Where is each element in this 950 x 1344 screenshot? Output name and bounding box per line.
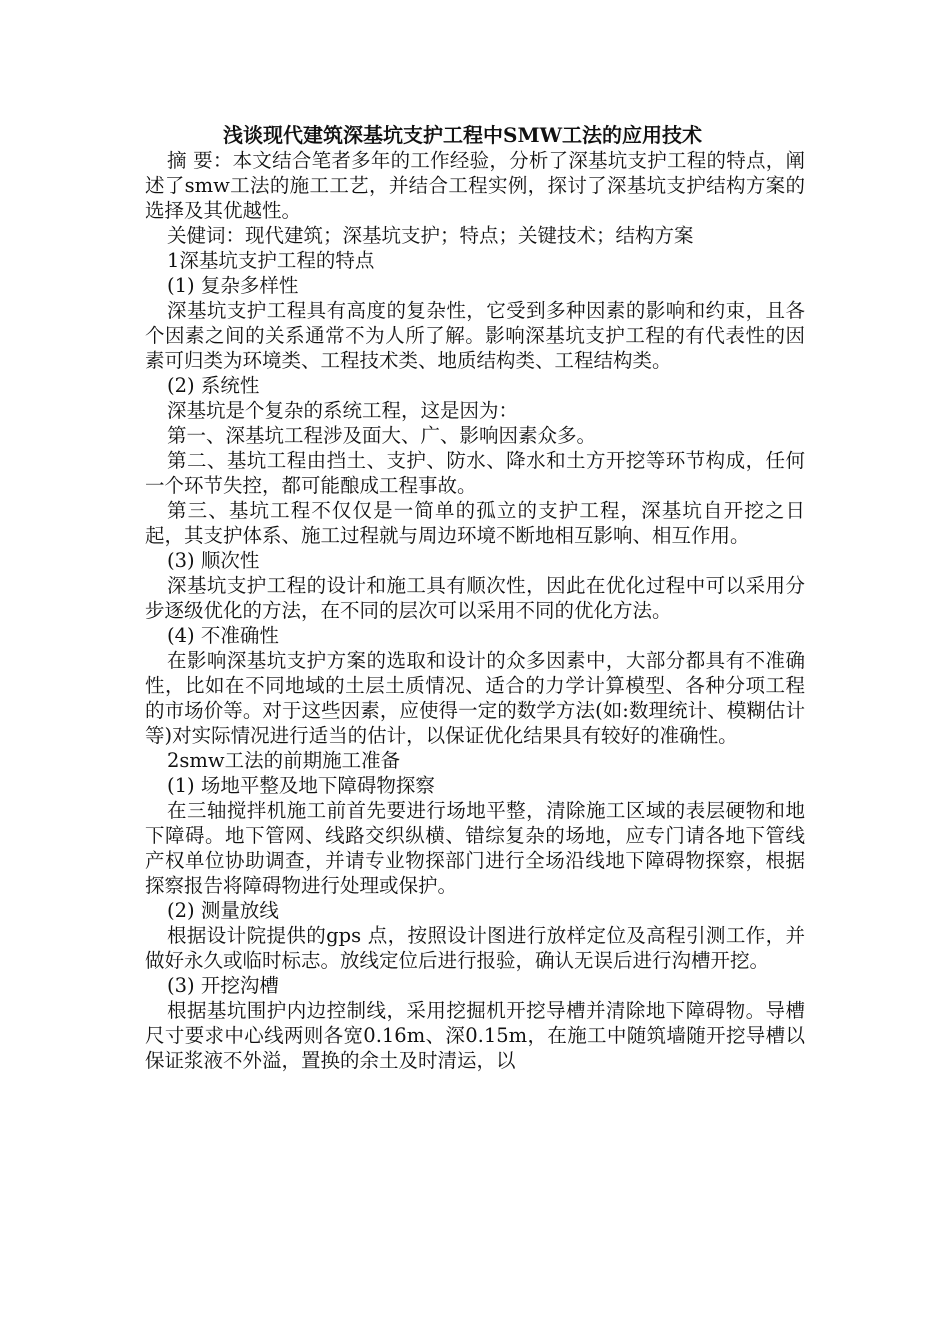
section-1-sub-2-point-3: 第三、基坑工程不仅仅是一简单的孤立的支护工程，深基坑自开挖之日起，其支护体系、施工过程就与周边环境不断地相互影响、相互作用。 — [145, 499, 805, 547]
section-2-sub-3-heading: (3) 开挖沟槽 — [167, 974, 279, 997]
document-title: 浅谈现代建筑深基坑支护工程中SMW工法的应用技术 — [223, 123, 703, 147]
section-1-sub-1-paragraph: 深基坑支护工程具有高度的复杂性，它受到多种因素的影响和约束，且各个因素之间的关系通常不为人所了解。影响深基坑支护工程的有代表性的因素可归类为环境类、工程技术类、地质结构类、工程结构类。 — [145, 299, 805, 372]
document-page — [145, 122, 805, 1073]
section-1-sub-2-point-1: 第一、深基坑工程涉及面大、广、影响因素众多。 — [167, 424, 597, 447]
section-1-sub-4-heading: (4) 不准确性 — [167, 624, 279, 647]
keywords-line: 关健词：现代建筑；深基坑支护；特点；关键技术；结构方案 — [167, 224, 694, 247]
section-1-heading: 1深基坑支护工程的特点 — [167, 249, 375, 272]
section-2-sub-1-heading: (1) 场地平整及地下障碍物探察 — [167, 774, 435, 797]
section-1-sub-1-heading: (1) 复杂多样性 — [167, 274, 299, 297]
section-1-sub-4-paragraph: 在影响深基坑支护方案的选取和设计的众多因素中，大部分都具有不准确性，比如在不同地域的土层土质情况、适合的力学计算模型、各种分项工程的市场价等。对于这些因素，应使得一定的数学方法(如:数理统计、模糊估计等)对实际情况进行适当的估计，以保证优化结果具有较好的准确性。 — [145, 649, 805, 747]
section-2-sub-2-paragraph: 根据设计院提供的gps 点，按照设计图进行放样定位及高程引测工作，并做好永久或临时标志。放线定位后进行报验，确认无误后进行沟槽开挖。 — [145, 924, 805, 972]
section-2-sub-3-paragraph: 根据基坑围护内边控制线，采用挖掘机开挖导槽并清除地下障碍物。导槽尺寸要求中心线两则各宽0.16m、深0.15m，在施工中随筑墙随开挖导槽以保证浆液不外溢，置换的余土及时清运，以 — [145, 999, 805, 1072]
section-1-sub-2-point-2: 第二、基坑工程由挡土、支护、防水、降水和土方开挖等环节构成，任何一个环节失控，都可能酿成工程事故。 — [145, 449, 805, 497]
section-1-sub-2-intro: 深基坑是个复杂的系统工程，这是因为： — [167, 399, 519, 422]
section-2-sub-2-heading: (2) 测量放线 — [167, 899, 279, 922]
section-2-sub-1-paragraph: 在三轴搅拌机施工前首先要进行场地平整，清除施工区域的表层硬物和地下障碍。地下管网、线路交织纵横、错综复杂的场地，应专门请各地下管线产权单位协助调查，并请专业物探部门进行全场沿线地下障碍物探察，根据探察报告将障碍物进行处理或保护。 — [145, 799, 805, 897]
section-1-sub-3-heading: (3) 顺次性 — [167, 549, 260, 572]
section-2-heading: 2smw工法的前期施工准备 — [167, 749, 401, 772]
section-1-sub-3-paragraph: 深基坑支护工程的设计和施工具有顺次性，因此在优化过程中可以采用分步逐级优化的方法，在不同的层次可以采用不同的优化方法。 — [145, 574, 805, 622]
section-1-sub-2-heading: (2) 系统性 — [167, 374, 260, 397]
abstract-paragraph: 摘 要：本文结合笔者多年的工作经验，分析了深基坑支护工程的特点，阐述了smw工法的施工工艺，并结合工程实例，探讨了深基坑支护结构方案的选择及其优越性。 — [145, 149, 805, 222]
